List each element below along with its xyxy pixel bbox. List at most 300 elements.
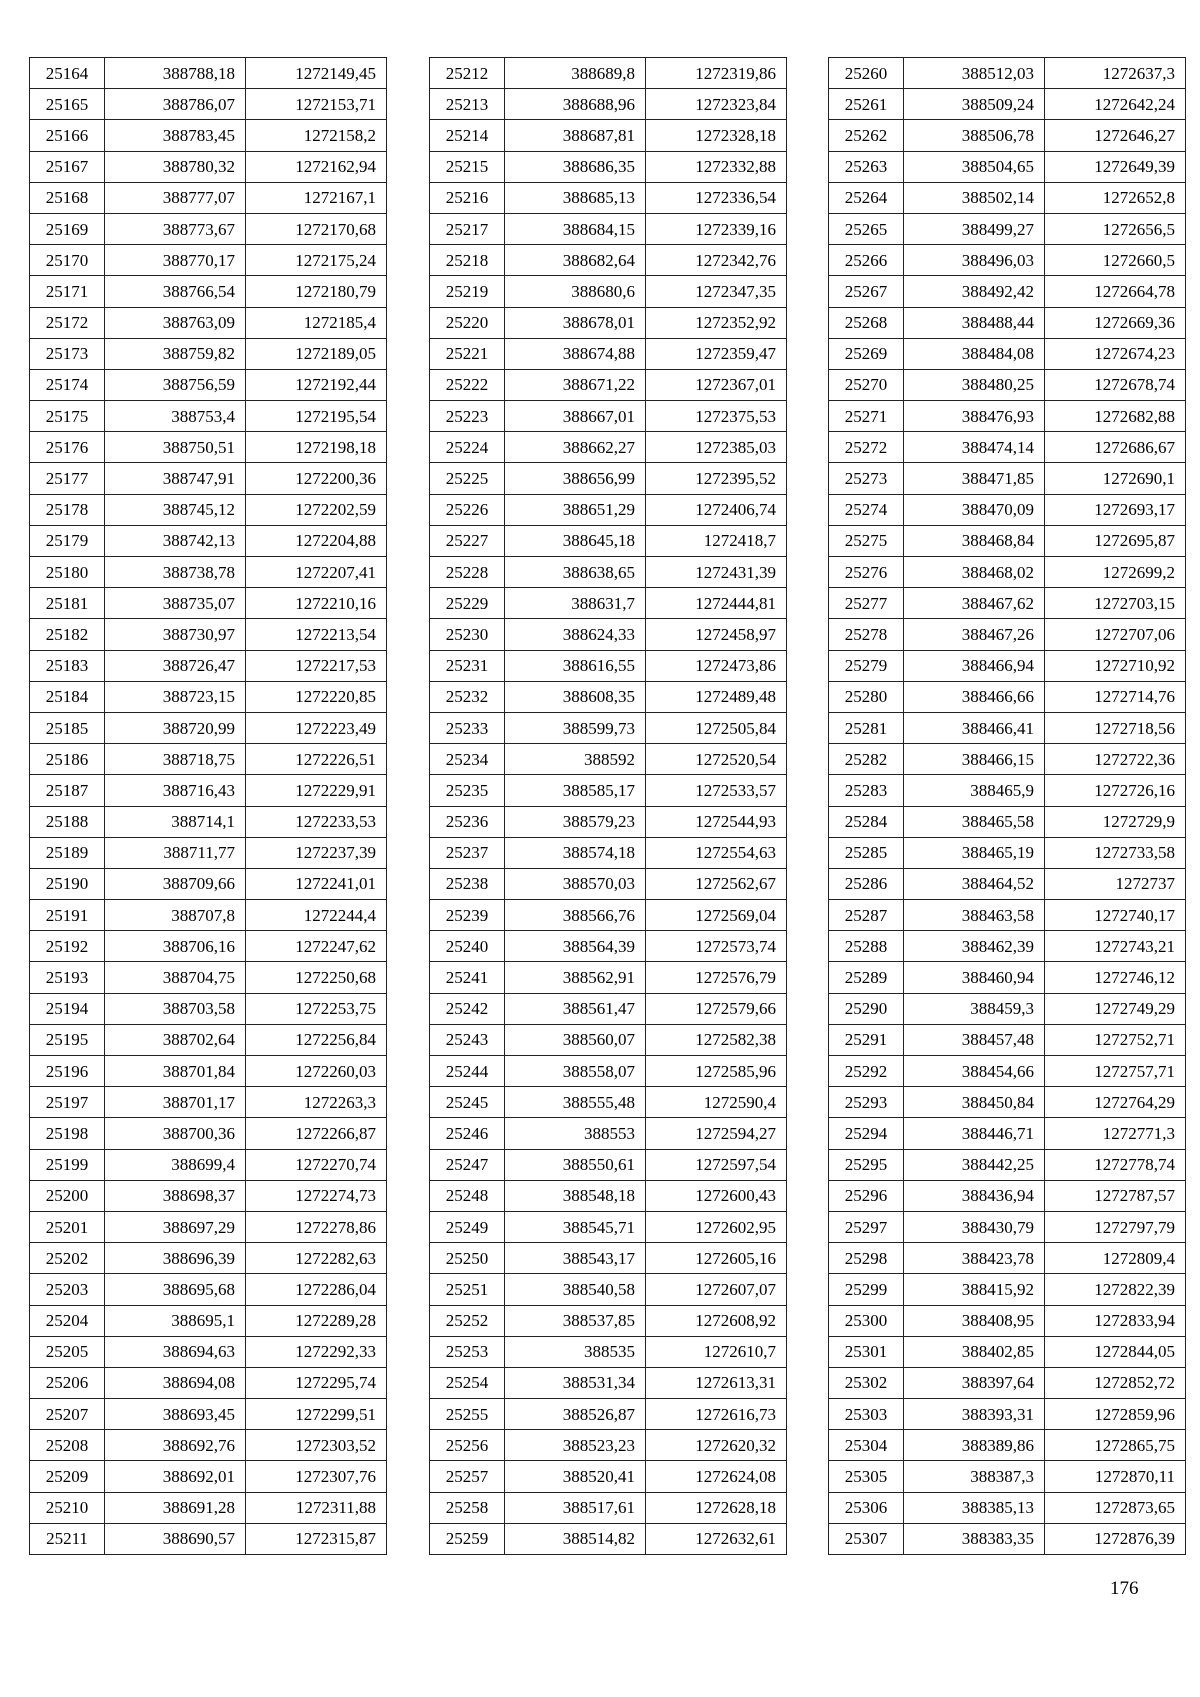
point-number-cell: 25241: [430, 962, 505, 993]
table-row: [430, 401, 787, 432]
y-coordinate-cell: 1272170,68: [246, 213, 387, 244]
table-row: [30, 588, 387, 619]
y-coordinate-cell: 1272332,88: [646, 151, 787, 182]
y-coordinate-cell: 1272757,71: [1045, 1056, 1186, 1087]
x-coordinate-cell: 388468,84: [904, 525, 1045, 556]
table-row: [30, 525, 387, 556]
y-coordinate-cell: 1272852,72: [1045, 1367, 1186, 1398]
point-number-cell: 25289: [829, 962, 904, 993]
table-row: [829, 213, 1186, 244]
y-coordinate-cell: 1272395,52: [646, 463, 787, 494]
table-row: [430, 588, 787, 619]
point-number-cell: 25299: [829, 1274, 904, 1305]
point-number-cell: 25283: [829, 775, 904, 806]
point-number-cell: 25282: [829, 744, 904, 775]
x-coordinate-cell: 388667,01: [505, 401, 646, 432]
x-coordinate-cell: 388468,02: [904, 557, 1045, 588]
table-row: [829, 1336, 1186, 1367]
y-coordinate-cell: 1272594,27: [646, 1118, 787, 1149]
x-coordinate-cell: 388707,8: [105, 900, 246, 931]
point-number-cell: 25284: [829, 806, 904, 837]
y-coordinate-cell: 1272260,03: [246, 1056, 387, 1087]
x-coordinate-cell: 388579,23: [505, 806, 646, 837]
point-number-cell: 25250: [430, 1243, 505, 1274]
point-number-cell: 25305: [829, 1461, 904, 1492]
y-coordinate-cell: 1272311,88: [246, 1492, 387, 1523]
y-coordinate-cell: 1272605,16: [646, 1243, 787, 1274]
y-coordinate-cell: 1272865,75: [1045, 1430, 1186, 1461]
point-number-cell: 25183: [30, 650, 105, 681]
x-coordinate-cell: 388695,1: [105, 1305, 246, 1336]
point-number-cell: 25222: [430, 369, 505, 400]
table-row: [30, 1180, 387, 1211]
x-coordinate-cell: 388723,15: [105, 681, 246, 712]
table-row: [430, 993, 787, 1024]
y-coordinate-cell: 1272229,91: [246, 775, 387, 806]
x-coordinate-cell: 388783,45: [105, 120, 246, 151]
y-coordinate-cell: 1272669,36: [1045, 307, 1186, 338]
y-coordinate-cell: 1272244,4: [246, 900, 387, 931]
point-number-cell: 25279: [829, 650, 904, 681]
y-coordinate-cell: 1272282,63: [246, 1243, 387, 1274]
x-coordinate-cell: 388464,52: [904, 868, 1045, 899]
y-coordinate-cell: 1272597,54: [646, 1149, 787, 1180]
table-row: [430, 650, 787, 681]
y-coordinate-cell: 1272207,41: [246, 557, 387, 588]
table-row: [30, 557, 387, 588]
y-coordinate-cell: 1272743,21: [1045, 931, 1186, 962]
table-row: [829, 245, 1186, 276]
table-row: [430, 868, 787, 899]
y-coordinate-cell: 1272220,85: [246, 681, 387, 712]
point-number-cell: 25272: [829, 432, 904, 463]
x-coordinate-cell: 388726,47: [105, 650, 246, 681]
y-coordinate-cell: 1272210,16: [246, 588, 387, 619]
point-number-cell: 25270: [829, 369, 904, 400]
table-row: [430, 712, 787, 743]
table-row: [30, 182, 387, 213]
table-row: [30, 307, 387, 338]
table-row: [30, 931, 387, 962]
point-number-cell: 25300: [829, 1305, 904, 1336]
point-number-cell: 25227: [430, 525, 505, 556]
y-coordinate-cell: 1272693,17: [1045, 494, 1186, 525]
table-row: [30, 58, 387, 89]
y-coordinate-cell: 1272241,01: [246, 868, 387, 899]
y-coordinate-cell: 1272718,56: [1045, 712, 1186, 743]
x-coordinate-cell: 388689,8: [505, 58, 646, 89]
table-row: [430, 1430, 787, 1461]
table-row: [829, 993, 1186, 1024]
table-row: [30, 1149, 387, 1180]
x-coordinate-cell: 388608,35: [505, 681, 646, 712]
x-coordinate-cell: 388531,34: [505, 1367, 646, 1398]
x-coordinate-cell: 388397,64: [904, 1367, 1045, 1398]
table-row: [829, 1367, 1186, 1398]
x-coordinate-cell: 388742,13: [105, 525, 246, 556]
x-coordinate-cell: 388526,87: [505, 1399, 646, 1430]
point-number-cell: 25235: [430, 775, 505, 806]
table-row: [430, 1180, 787, 1211]
y-coordinate-cell: 1272200,36: [246, 463, 387, 494]
x-coordinate-cell: 388548,18: [505, 1180, 646, 1211]
table-row: [430, 1024, 787, 1055]
x-coordinate-cell: 388574,18: [505, 837, 646, 868]
x-coordinate-cell: 388492,42: [904, 276, 1045, 307]
point-number-cell: 25174: [30, 369, 105, 400]
table-row: [829, 463, 1186, 494]
x-coordinate-cell: 388704,75: [105, 962, 246, 993]
point-number-cell: 25199: [30, 1149, 105, 1180]
point-number-cell: 25304: [829, 1430, 904, 1461]
table-row: [430, 120, 787, 151]
x-coordinate-cell: 388690,57: [105, 1523, 246, 1554]
table-row: [829, 1118, 1186, 1149]
x-coordinate-cell: 388408,95: [904, 1305, 1045, 1336]
y-coordinate-cell: 1272270,74: [246, 1149, 387, 1180]
x-coordinate-cell: 388442,25: [904, 1149, 1045, 1180]
table-row: [829, 1523, 1186, 1554]
y-coordinate-cell: 1272637,3: [1045, 58, 1186, 89]
point-number-cell: 25216: [430, 182, 505, 213]
x-coordinate-cell: 388467,62: [904, 588, 1045, 619]
x-coordinate-cell: 388540,58: [505, 1274, 646, 1305]
table-row: [30, 1087, 387, 1118]
y-coordinate-cell: 1272195,54: [246, 401, 387, 432]
table-row: [430, 1274, 787, 1305]
y-coordinate-cell: 1272833,94: [1045, 1305, 1186, 1336]
table-row: [829, 307, 1186, 338]
point-number-cell: 25230: [430, 619, 505, 650]
x-coordinate-cell: 388499,27: [904, 213, 1045, 244]
point-number-cell: 25258: [430, 1492, 505, 1523]
y-coordinate-cell: 1272764,29: [1045, 1087, 1186, 1118]
table-row: [829, 276, 1186, 307]
y-coordinate-cell: 1272737: [1045, 868, 1186, 899]
point-number-cell: 25209: [30, 1461, 105, 1492]
table-row: [829, 58, 1186, 89]
table-row: [829, 1211, 1186, 1242]
point-number-cell: 25237: [430, 837, 505, 868]
table-row: [30, 775, 387, 806]
point-number-cell: 25285: [829, 837, 904, 868]
x-coordinate-cell: 388446,71: [904, 1118, 1045, 1149]
table-row: [430, 681, 787, 712]
x-coordinate-cell: 388766,54: [105, 276, 246, 307]
point-number-cell: 25229: [430, 588, 505, 619]
point-number-cell: 25192: [30, 931, 105, 962]
table-row: [30, 1243, 387, 1274]
x-coordinate-cell: 388558,07: [505, 1056, 646, 1087]
table-row: [30, 1461, 387, 1492]
point-number-cell: 25246: [430, 1118, 505, 1149]
table-row: [430, 837, 787, 868]
point-number-cell: 25269: [829, 338, 904, 369]
y-coordinate-cell: 1272444,81: [646, 588, 787, 619]
x-coordinate-cell: 388711,77: [105, 837, 246, 868]
table-row: [430, 463, 787, 494]
y-coordinate-cell: 1272608,92: [646, 1305, 787, 1336]
table-row: [30, 151, 387, 182]
table-row: [430, 369, 787, 400]
x-coordinate-cell: 388716,43: [105, 775, 246, 806]
table-row: [430, 338, 787, 369]
x-coordinate-cell: 388616,55: [505, 650, 646, 681]
y-coordinate-cell: 1272652,8: [1045, 182, 1186, 213]
table-row: [430, 1367, 787, 1398]
table-row: [829, 151, 1186, 182]
table-row: [30, 369, 387, 400]
x-coordinate-cell: 388488,44: [904, 307, 1045, 338]
point-number-cell: 25280: [829, 681, 904, 712]
y-coordinate-cell: 1272278,86: [246, 1211, 387, 1242]
table-row: [430, 1305, 787, 1336]
point-number-cell: 25236: [430, 806, 505, 837]
x-coordinate-cell: 388450,84: [904, 1087, 1045, 1118]
y-coordinate-cell: 1272266,87: [246, 1118, 387, 1149]
table-row: [30, 619, 387, 650]
table-row: [430, 245, 787, 276]
x-coordinate-cell: 388756,59: [105, 369, 246, 400]
y-coordinate-cell: 1272690,1: [1045, 463, 1186, 494]
y-coordinate-cell: 1272253,75: [246, 993, 387, 1024]
table-row: [30, 89, 387, 120]
table-row: [829, 1243, 1186, 1274]
point-number-cell: 25239: [430, 900, 505, 931]
table-row: [30, 401, 387, 432]
x-coordinate-cell: 388662,27: [505, 432, 646, 463]
y-coordinate-cell: 1272339,16: [646, 213, 787, 244]
point-number-cell: 25266: [829, 245, 904, 276]
x-coordinate-cell: 388506,78: [904, 120, 1045, 151]
point-number-cell: 25193: [30, 962, 105, 993]
y-coordinate-cell: 1272505,84: [646, 712, 787, 743]
table-row: [30, 1492, 387, 1523]
table-row: [430, 1118, 787, 1149]
x-coordinate-cell: 388545,71: [505, 1211, 646, 1242]
x-coordinate-cell: 388504,65: [904, 151, 1045, 182]
x-coordinate-cell: 388566,76: [505, 900, 646, 931]
x-coordinate-cell: 388699,4: [105, 1149, 246, 1180]
point-number-cell: 25191: [30, 900, 105, 931]
x-coordinate-cell: 388697,29: [105, 1211, 246, 1242]
x-coordinate-cell: 388465,58: [904, 806, 1045, 837]
x-coordinate-cell: 388520,41: [505, 1461, 646, 1492]
x-coordinate-cell: 388480,25: [904, 369, 1045, 400]
y-coordinate-cell: 1272226,51: [246, 744, 387, 775]
table-row: [430, 1087, 787, 1118]
table-row: [430, 58, 787, 89]
point-number-cell: 25190: [30, 868, 105, 899]
y-coordinate-cell: 1272602,95: [646, 1211, 787, 1242]
table-row: [829, 900, 1186, 931]
y-coordinate-cell: 1272844,05: [1045, 1336, 1186, 1367]
coordinates-table-2: [429, 57, 787, 1555]
table-row: [30, 712, 387, 743]
y-coordinate-cell: 1272375,53: [646, 401, 787, 432]
table-row: [829, 1180, 1186, 1211]
point-number-cell: 25225: [430, 463, 505, 494]
point-number-cell: 25178: [30, 494, 105, 525]
y-coordinate-cell: 1272520,54: [646, 744, 787, 775]
table-row: [430, 900, 787, 931]
point-number-cell: 25255: [430, 1399, 505, 1430]
table-row: [30, 1399, 387, 1430]
y-coordinate-cell: 1272674,23: [1045, 338, 1186, 369]
x-coordinate-cell: 388745,12: [105, 494, 246, 525]
x-coordinate-cell: 388560,07: [505, 1024, 646, 1055]
table-row: [430, 182, 787, 213]
point-number-cell: 25233: [430, 712, 505, 743]
x-coordinate-cell: 388423,78: [904, 1243, 1045, 1274]
point-number-cell: 25262: [829, 120, 904, 151]
x-coordinate-cell: 388750,51: [105, 432, 246, 463]
y-coordinate-cell: 1272873,65: [1045, 1492, 1186, 1523]
y-coordinate-cell: 1272876,39: [1045, 1523, 1186, 1554]
point-number-cell: 25172: [30, 307, 105, 338]
point-number-cell: 25307: [829, 1523, 904, 1554]
table-row: [829, 1461, 1186, 1492]
point-number-cell: 25290: [829, 993, 904, 1024]
y-coordinate-cell: 1272646,27: [1045, 120, 1186, 151]
x-coordinate-cell: 388389,86: [904, 1430, 1045, 1461]
point-number-cell: 25208: [30, 1430, 105, 1461]
point-number-cell: 25298: [829, 1243, 904, 1274]
point-number-cell: 25265: [829, 213, 904, 244]
y-coordinate-cell: 1272569,04: [646, 900, 787, 931]
table-row: [30, 432, 387, 463]
x-coordinate-cell: 388773,67: [105, 213, 246, 244]
x-coordinate-cell: 388701,84: [105, 1056, 246, 1087]
point-number-cell: 25271: [829, 401, 904, 432]
y-coordinate-cell: 1272489,48: [646, 681, 787, 712]
table-row: [430, 1056, 787, 1087]
point-number-cell: 25205: [30, 1336, 105, 1367]
y-coordinate-cell: 1272295,74: [246, 1367, 387, 1398]
x-coordinate-cell: 388415,92: [904, 1274, 1045, 1305]
y-coordinate-cell: 1272336,54: [646, 182, 787, 213]
table-row: [30, 1118, 387, 1149]
point-number-cell: 25207: [30, 1399, 105, 1430]
y-coordinate-cell: 1272787,57: [1045, 1180, 1186, 1211]
point-number-cell: 25211: [30, 1523, 105, 1554]
table-row: [430, 276, 787, 307]
y-coordinate-cell: 1272554,63: [646, 837, 787, 868]
y-coordinate-cell: 1272192,44: [246, 369, 387, 400]
point-number-cell: 25180: [30, 557, 105, 588]
y-coordinate-cell: 1272153,71: [246, 89, 387, 120]
y-coordinate-cell: 1272809,4: [1045, 1243, 1186, 1274]
x-coordinate-cell: 388523,23: [505, 1430, 646, 1461]
x-coordinate-cell: 388702,64: [105, 1024, 246, 1055]
y-coordinate-cell: 1272624,08: [646, 1461, 787, 1492]
y-coordinate-cell: 1272710,92: [1045, 650, 1186, 681]
y-coordinate-cell: 1272686,67: [1045, 432, 1186, 463]
point-number-cell: 25232: [430, 681, 505, 712]
x-coordinate-cell: 388780,32: [105, 151, 246, 182]
y-coordinate-cell: 1272247,62: [246, 931, 387, 962]
x-coordinate-cell: 388509,24: [904, 89, 1045, 120]
table-row: [829, 1056, 1186, 1087]
y-coordinate-cell: 1272533,57: [646, 775, 787, 806]
y-coordinate-cell: 1272632,61: [646, 1523, 787, 1554]
point-number-cell: 25276: [829, 557, 904, 588]
table-row: [430, 1523, 787, 1554]
y-coordinate-cell: 1272431,39: [646, 557, 787, 588]
x-coordinate-cell: 388496,03: [904, 245, 1045, 276]
table-row: [829, 744, 1186, 775]
point-number-cell: 25264: [829, 182, 904, 213]
point-number-cell: 25202: [30, 1243, 105, 1274]
y-coordinate-cell: 1272870,11: [1045, 1461, 1186, 1492]
table-row: [430, 775, 787, 806]
point-number-cell: 25171: [30, 276, 105, 307]
point-number-cell: 25184: [30, 681, 105, 712]
table-row: [30, 962, 387, 993]
table-row: [30, 338, 387, 369]
y-coordinate-cell: 1272158,2: [246, 120, 387, 151]
table-row: [430, 525, 787, 556]
point-number-cell: 25194: [30, 993, 105, 1024]
table-row: [829, 494, 1186, 525]
y-coordinate-cell: 1272778,74: [1045, 1149, 1186, 1180]
point-number-cell: 25295: [829, 1149, 904, 1180]
table-row: [430, 962, 787, 993]
y-coordinate-cell: 1272600,43: [646, 1180, 787, 1211]
y-coordinate-cell: 1272749,29: [1045, 993, 1186, 1024]
y-coordinate-cell: 1272695,87: [1045, 525, 1186, 556]
y-coordinate-cell: 1272385,03: [646, 432, 787, 463]
x-coordinate-cell: 388753,4: [105, 401, 246, 432]
y-coordinate-cell: 1272359,47: [646, 338, 787, 369]
point-number-cell: 25261: [829, 89, 904, 120]
x-coordinate-cell: 388688,96: [505, 89, 646, 120]
y-coordinate-cell: 1272703,15: [1045, 588, 1186, 619]
point-number-cell: 25263: [829, 151, 904, 182]
x-coordinate-cell: 388466,94: [904, 650, 1045, 681]
y-coordinate-cell: 1272162,94: [246, 151, 387, 182]
table-row: [30, 744, 387, 775]
x-coordinate-cell: 388698,37: [105, 1180, 246, 1211]
point-number-cell: 25214: [430, 120, 505, 151]
y-coordinate-cell: 1272189,05: [246, 338, 387, 369]
point-number-cell: 25242: [430, 993, 505, 1024]
x-coordinate-cell: 388561,47: [505, 993, 646, 1024]
x-coordinate-cell: 388692,01: [105, 1461, 246, 1492]
table-row: [829, 931, 1186, 962]
point-number-cell: 25186: [30, 744, 105, 775]
x-coordinate-cell: 388692,76: [105, 1430, 246, 1461]
table-row: [30, 1305, 387, 1336]
x-coordinate-cell: 388687,81: [505, 120, 646, 151]
point-number-cell: 25303: [829, 1399, 904, 1430]
y-coordinate-cell: 1272237,39: [246, 837, 387, 868]
y-coordinate-cell: 1272544,93: [646, 806, 787, 837]
table-row: [829, 1149, 1186, 1180]
point-number-cell: 25175: [30, 401, 105, 432]
y-coordinate-cell: 1272256,84: [246, 1024, 387, 1055]
y-coordinate-cell: 1272752,71: [1045, 1024, 1186, 1055]
table-row: [829, 1024, 1186, 1055]
table-row: [30, 276, 387, 307]
point-number-cell: 25198: [30, 1118, 105, 1149]
point-number-cell: 25177: [30, 463, 105, 494]
x-coordinate-cell: 388678,01: [505, 307, 646, 338]
table-row: [30, 1024, 387, 1055]
x-coordinate-cell: 388467,26: [904, 619, 1045, 650]
table-row: [430, 1461, 787, 1492]
point-number-cell: 25292: [829, 1056, 904, 1087]
